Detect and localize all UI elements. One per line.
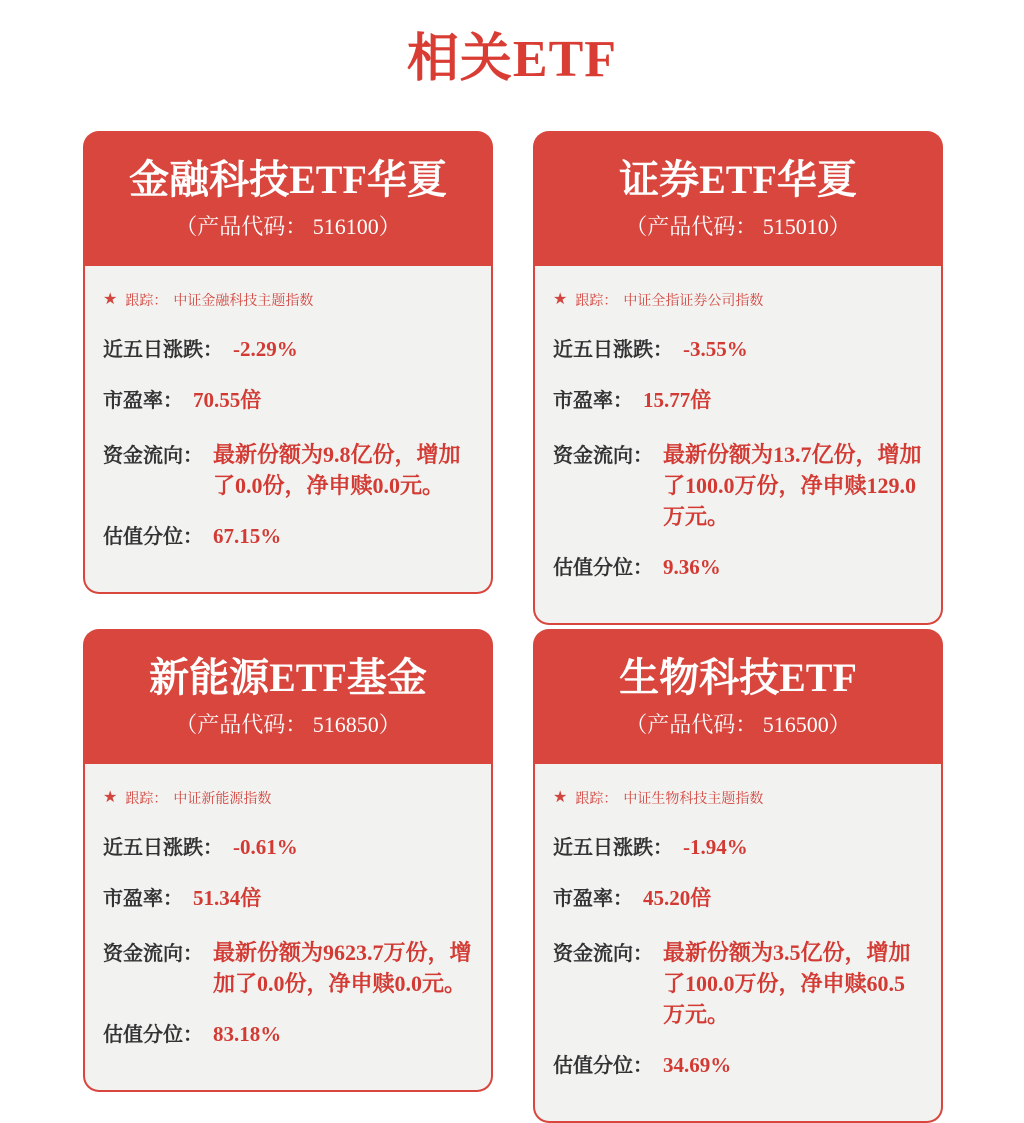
five-day-change-row xyxy=(103,336,475,363)
etf-card-515010 xyxy=(533,131,943,589)
fund-flow-value: 最新份额为13.7亿份，增加了100.0万份，净申赎129.0万元。 xyxy=(663,441,922,529)
five-day-change-value: -3.55% xyxy=(683,337,748,361)
valuation-label: 估值分位： xyxy=(553,1054,653,1077)
fund-flow-label: 资金流向： xyxy=(553,444,653,467)
card-header xyxy=(83,131,493,266)
pe-ratio-row xyxy=(553,885,925,912)
pe-ratio-value: 45.20倍 xyxy=(643,886,712,911)
track-label: 跟踪： xyxy=(125,292,168,308)
card-body xyxy=(83,764,493,1092)
valuation-value: 9.36% xyxy=(663,554,721,579)
etf-cards-grid xyxy=(83,131,941,1091)
pe-ratio-label: 市盈率： xyxy=(553,888,633,911)
product-code: （产品代码： 515010） xyxy=(625,213,851,239)
fund-flow-row xyxy=(103,937,475,999)
valuation-label: 估值分位： xyxy=(103,525,203,548)
fund-flow-label: 资金流向： xyxy=(103,444,203,467)
fund-flow-row xyxy=(553,439,925,532)
five-day-change-label: 近五日涨跌： xyxy=(553,339,673,361)
etf-card-516850 xyxy=(83,629,493,1091)
product-code: （产品代码： 516500） xyxy=(625,711,851,737)
valuation-label: 估值分位： xyxy=(553,556,653,579)
track-label: 跟踪： xyxy=(575,790,618,806)
valuation-value: 34.69% xyxy=(663,1052,732,1077)
card-header xyxy=(533,629,943,764)
track-row xyxy=(103,788,475,808)
star-icon: ★ xyxy=(103,291,118,308)
page-title: 相关ETF xyxy=(406,31,618,88)
star-icon: ★ xyxy=(553,291,568,308)
pe-ratio-label: 市盈率： xyxy=(103,390,183,413)
track-index: 中证全指证券公司指数 xyxy=(623,292,764,308)
card-body xyxy=(533,266,943,625)
star-icon: ★ xyxy=(103,789,118,806)
valuation-label: 估值分位： xyxy=(103,1023,203,1046)
etf-name: 金融科技ETF华夏 xyxy=(129,156,447,202)
etf-name: 证券ETF华夏 xyxy=(619,156,857,202)
fund-flow-value: 最新份额为3.5亿份，增加了100.0万份，净申赎60.5万元。 xyxy=(663,939,911,1027)
five-day-change-row xyxy=(103,834,475,861)
pe-ratio-value: 15.77倍 xyxy=(643,388,712,413)
pe-ratio-value: 70.55倍 xyxy=(193,388,262,413)
fund-flow-value: 最新份额为9623.7万份，增加了0.0份，净申赎0.0元。 xyxy=(213,939,472,996)
valuation-value: 67.15% xyxy=(213,523,282,548)
five-day-change-label: 近五日涨跌： xyxy=(553,837,673,859)
fund-flow-label: 资金流向： xyxy=(103,942,203,965)
track-label: 跟踪： xyxy=(575,292,618,308)
track-label: 跟踪： xyxy=(125,790,168,806)
etf-name: 生物科技ETF xyxy=(619,654,857,700)
track-row xyxy=(103,290,475,310)
fund-flow-value: 最新份额为9.8亿份，增加了0.0份，净申赎0.0元。 xyxy=(213,441,461,498)
product-code: （产品代码： 516850） xyxy=(175,711,401,737)
star-icon: ★ xyxy=(553,789,568,806)
card-body xyxy=(533,764,943,1123)
five-day-change-row xyxy=(553,834,925,861)
fund-flow-label: 资金流向： xyxy=(553,942,653,965)
card-body xyxy=(83,266,493,594)
fund-flow-row xyxy=(103,439,475,501)
pe-ratio-row xyxy=(553,387,925,414)
pe-ratio-row xyxy=(103,885,475,912)
track-row xyxy=(553,788,925,808)
valuation-row xyxy=(553,1052,925,1079)
pe-ratio-label: 市盈率： xyxy=(103,888,183,911)
valuation-row xyxy=(553,554,925,581)
card-header xyxy=(533,131,943,266)
five-day-change-row xyxy=(553,336,925,363)
five-day-change-value: -0.61% xyxy=(233,835,298,859)
etf-card-516100 xyxy=(83,131,493,589)
five-day-change-value: -2.29% xyxy=(233,337,298,361)
track-index: 中证新能源指数 xyxy=(173,790,272,806)
five-day-change-label: 近五日涨跌： xyxy=(103,837,223,859)
valuation-value: 83.18% xyxy=(213,1021,282,1046)
pe-ratio-row xyxy=(103,387,475,414)
pe-ratio-value: 51.34倍 xyxy=(193,886,262,911)
valuation-row xyxy=(103,1021,475,1048)
pe-ratio-label: 市盈率： xyxy=(553,390,633,413)
track-row xyxy=(553,290,925,310)
etf-card-516500 xyxy=(533,629,943,1091)
card-header xyxy=(83,629,493,764)
track-index: 中证金融科技主题指数 xyxy=(173,292,314,308)
valuation-row xyxy=(103,523,475,550)
five-day-change-label: 近五日涨跌： xyxy=(103,339,223,361)
track-index: 中证生物科技主题指数 xyxy=(623,790,764,806)
five-day-change-value: -1.94% xyxy=(683,835,748,859)
fund-flow-row xyxy=(553,937,925,1030)
etf-name: 新能源ETF基金 xyxy=(149,654,427,700)
product-code: （产品代码： 516100） xyxy=(175,213,401,239)
